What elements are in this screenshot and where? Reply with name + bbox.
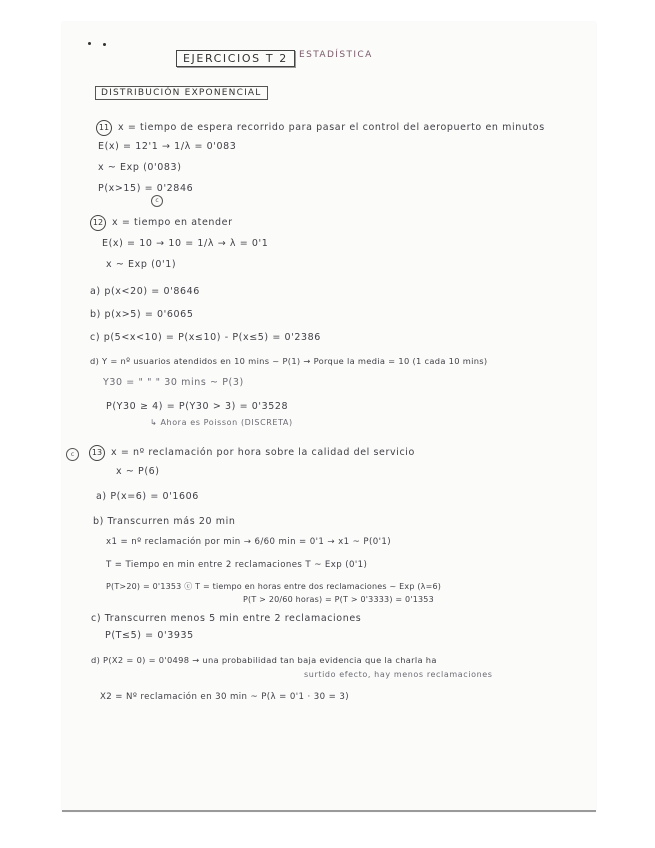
statement-text: x = nº reclamación por hora sobre la calidad del servicio — [111, 447, 415, 458]
exercise-number-badge: 13 — [89, 445, 105, 461]
exercise-13-part-b-line3: P(T>20) = 0'1353 ⓒ T = tiempo en horas entre dos reclamaciones ~ Exp (λ=6) — [106, 582, 442, 591]
statement-text: x = tiempo de espera recorrido para pasar el control del aeropuerto en minutos — [118, 122, 545, 133]
exercise-12-part-d-result: P(Y30 ≥ 4) = P(Y30 > 3) = 0'3528 — [106, 401, 289, 412]
exercise-number-badge: 11 — [96, 120, 112, 136]
exercise-12-part-b: b) p(x>5) = 0'6065 — [90, 309, 194, 320]
exercise-12-mean: E(x) = 10 → 10 = 1/λ → λ = 0'1 — [102, 238, 269, 249]
exercise-13-part-d-line2: surtido efecto, hay menos reclamaciones — [304, 670, 493, 679]
exercise-13-part-b-title: b) Transcurren más 20 min — [93, 516, 236, 527]
exercise-12-part-c: c) p(5<x<10) = P(x≤10) - P(x≤5) = 0'2386 — [90, 332, 321, 343]
answer-option-mark: c — [151, 195, 163, 207]
exercise-13-statement — [89, 445, 415, 461]
exercise-13-part-c-title: c) Transcurren menos 5 min entre 2 reclamaciones — [91, 613, 362, 624]
answer-option-mark: c — [66, 448, 79, 461]
pen-mark — [88, 42, 91, 45]
exercise-12-statement — [90, 215, 233, 231]
exercise-12-distribution: x ~ Exp (0'1) — [106, 259, 177, 270]
pen-mark — [103, 43, 106, 46]
exercise-11-probability: P(x>15) = 0'2846 — [98, 183, 194, 194]
page-edge — [62, 810, 596, 812]
statement-text: x = tiempo en atender — [112, 217, 233, 228]
section-title: DISTRIBUCIÓN EXPONENCIAL — [95, 86, 268, 100]
exercise-12-part-d-note: ↳ Ahora es Poisson (DISCRETA) — [150, 418, 293, 427]
exercise-13-part-b-line2: T = Tiempo en min entre 2 reclamaciones T ~ Exp (0'1) — [106, 560, 368, 570]
exercise-13-part-d-line3: X2 = Nº reclamación en 30 min ~ P(λ = 0'1 · 30 = 3) — [100, 692, 350, 702]
subject-title: ESTADÍSTICA — [299, 50, 373, 60]
exercise-13-part-a: a) P(x=6) = 0'1606 — [96, 491, 199, 502]
exercise-number-badge: 12 — [90, 215, 106, 231]
exercise-13-part-b-line4: P(T > 20/60 horas) = P(T > 0'3333) = 0'1353 — [243, 595, 434, 604]
exercise-11-mean: E(x) = 12'1 → 1/λ = 0'083 — [98, 141, 237, 152]
page-title: EJERCICIOS T 2 — [176, 50, 295, 67]
exercise-11-statement — [96, 120, 545, 136]
exercise-11-distribution: x ~ Exp (0'083) — [98, 162, 182, 173]
exercise-12-part-a: a) p(x<20) = 0'8646 — [90, 286, 200, 297]
exercise-12-part-d-line2: Y30 = " " " 30 mins ~ P(3) — [103, 377, 244, 388]
exercise-12-part-d: d) Y = nº usuarios atendidos en 10 mins ~ P(1) → Porque la media = 10 (1 cada 10 mins) — [90, 356, 488, 366]
exercise-13-part-b-line1: x1 = nº reclamación por min → 6/60 min = 0'1 → x1 ~ P(0'1) — [106, 537, 391, 547]
exercise-13-distribution: x ~ P(6) — [116, 466, 160, 477]
exercise-13-part-c-result: P(T≤5) = 0'3935 — [105, 630, 194, 641]
exercise-13-part-d-line1: d) P(X2 = 0) = 0'0498 → una probabilidad tan baja evidencia que la charla ha — [91, 655, 437, 665]
